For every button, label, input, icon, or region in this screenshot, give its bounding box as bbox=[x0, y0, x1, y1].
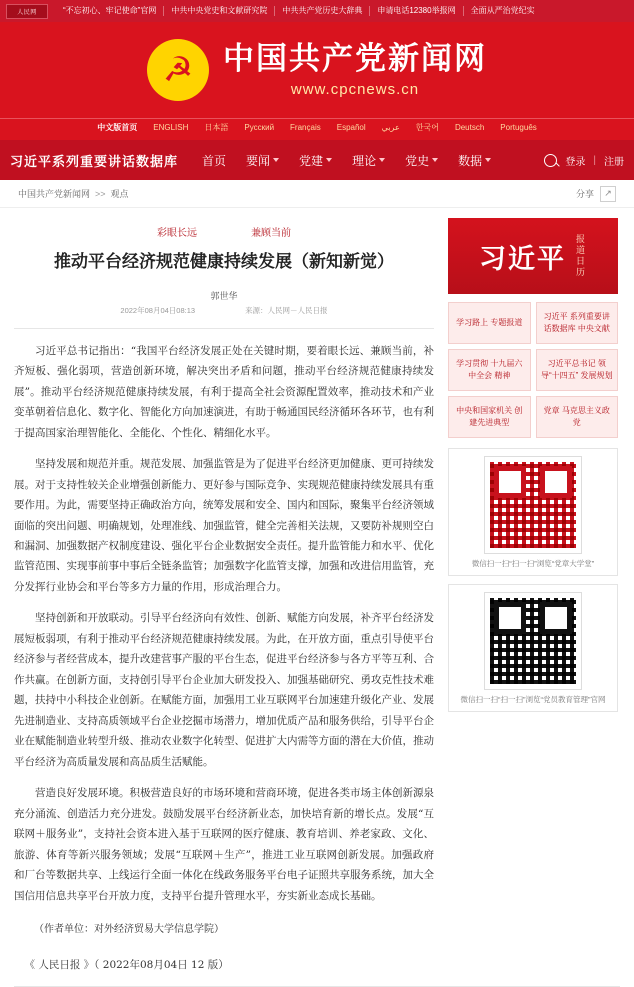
hammer-sickle-icon bbox=[147, 39, 209, 101]
nav-item-news-label: 要闻 bbox=[246, 153, 271, 168]
database-title[interactable]: 习近平系列重要讲话数据库 bbox=[10, 153, 179, 169]
channel-item-8[interactable]: Deutsch bbox=[454, 123, 485, 132]
nav-item-theory-label: 理论 bbox=[352, 153, 377, 168]
rail-cell-4[interactable]: 中央和国家机关 创建先进典型 bbox=[448, 396, 531, 438]
chevron-down-icon bbox=[273, 158, 279, 162]
rail-cell-3[interactable]: 习近平总书记 领导“十四五” 发展规划 bbox=[536, 349, 619, 391]
nav-separator: | bbox=[593, 154, 596, 166]
share-label: 分享 bbox=[575, 189, 594, 199]
article-date: 2022年08月04日08:13 bbox=[120, 305, 196, 315]
qr-caption-1: 微信扫一扫“扫一扫”浏览“党员教育管理”官网 bbox=[460, 695, 606, 704]
nav-item-party-history[interactable] bbox=[405, 152, 438, 169]
register-link[interactable]: 注册 bbox=[604, 156, 624, 168]
right-rail bbox=[448, 218, 618, 972]
breadcrumb bbox=[0, 180, 634, 208]
breadcrumb-item-1[interactable]: 观点 bbox=[110, 189, 129, 199]
top-link-0[interactable]: “不忘初心、牢记使命”官网 bbox=[56, 6, 164, 16]
banner-subtitle: 报道日历 bbox=[575, 234, 585, 278]
nav-item-party-building[interactable] bbox=[299, 152, 332, 169]
external-link-icon[interactable]: ↗ bbox=[600, 186, 616, 202]
channel-item-9[interactable]: Português bbox=[500, 123, 537, 132]
nav-item-home[interactable] bbox=[202, 152, 226, 169]
qr-code-icon bbox=[485, 457, 581, 553]
channel-item-2[interactable]: 日本語 bbox=[204, 123, 229, 132]
channel-item-3[interactable]: Русский bbox=[244, 123, 275, 132]
chevron-down-icon bbox=[326, 158, 332, 162]
chevron-down-icon bbox=[485, 158, 491, 162]
nav-item-party-history-label: 党史 bbox=[405, 153, 430, 168]
rail-cell-1[interactable]: 习近平 系列重要讲话数据库 中央文献 bbox=[536, 302, 619, 344]
search-icon[interactable] bbox=[544, 154, 557, 167]
article-source: 来源：人民网－人民日报 bbox=[245, 305, 328, 315]
rail-cell-2[interactable]: 学习贯彻 十九届六中全会 精神 bbox=[448, 349, 531, 391]
nav-item-data-label: 数据 bbox=[458, 153, 483, 168]
page-title: 推动平台经济规范健康持续发展（新知新觉） bbox=[54, 252, 394, 272]
qr-card-secondary bbox=[448, 584, 618, 712]
site-url: www.cpcnews.cn bbox=[290, 80, 420, 98]
language-channel-bar bbox=[0, 118, 634, 140]
qr-code-icon bbox=[485, 593, 581, 689]
nav-item-list bbox=[202, 152, 544, 169]
article-meta bbox=[14, 305, 434, 316]
channel-item-6[interactable]: عربي bbox=[381, 123, 400, 132]
article-paragraph: 习近平总书记指出：“我国平台经济发展正处在关键时期，要着眼长远、兼顾当前，补齐短板、强化弱项，营造创新环境，解决突出矛盾和问题，推动平台经济规范健康持续发展”。推动平台经济规范健康持续发展，有利于提高全社会资源配置效率，推动技术和产业变革朝着信息化、数字化、智能化方向加速演进，有助于畅通国民经济循环各环节，也有利于提高国家治理智能化、全能化、个性化、精细化水平。 bbox=[14, 344, 434, 439]
nav-item-party-building-label: 党建 bbox=[299, 153, 324, 168]
top-link-2[interactable]: 中共共产党历史大辞典 bbox=[275, 6, 370, 16]
nav-item-home-label: 首页 bbox=[202, 153, 227, 168]
top-links bbox=[56, 6, 628, 16]
site-title: 中国共产党新闻网 bbox=[223, 41, 487, 78]
top-link-4[interactable]: 全面从严治党纪实 bbox=[470, 6, 535, 15]
article-kicker bbox=[14, 224, 434, 239]
page-body bbox=[0, 208, 634, 972]
share-area bbox=[576, 186, 616, 202]
kicker-right: 兼顾当前 bbox=[251, 228, 291, 239]
article-author: 郭世华 bbox=[210, 290, 238, 301]
top-utility-bar bbox=[0, 0, 634, 22]
article-paragraph: 坚持创新和开放联动。引导平台经济向有效性、创新、赋能方向发展，补齐平台经济发展短板弱项，有利于推动平台经济规范健康持续发展。为此，在开放方面，重点引导使平台经济参与者经营成本，提升改建营事产服的平台生态，促进平台经济参与各方平等互利、合作共赢。在创新方面，支持创引导平台企业加大研发投入、加强基础研究、勇攻克性技术难题，扶持中小科技企业创新。在赋能方面，加强用工业互联网平台加速建升级化产业、发展先进制造业、支持高质领域平台企业挖掘市场潜力，增加优质产品和服务供给，引导平台企业在赋能制造业转型升级、推动农业数字化转型、促进扩大内需等方面的潜在大价值，推动平台经济为高质量发展和高品质生活赋能。 bbox=[14, 612, 434, 768]
nav-item-news[interactable] bbox=[246, 152, 279, 169]
top-link-1[interactable]: 中共中央党史和文献研究院 bbox=[164, 6, 275, 16]
breadcrumb-item-0[interactable]: 中国共产党新闻网 bbox=[18, 189, 91, 199]
channel-item-7[interactable]: 한국어 bbox=[415, 123, 439, 132]
rail-link-grid bbox=[448, 302, 618, 438]
rail-cell-5[interactable]: 党章 马克思主义政党 bbox=[536, 396, 619, 438]
chevron-down-icon bbox=[432, 158, 438, 162]
chevron-down-icon bbox=[379, 158, 385, 162]
article-column bbox=[14, 218, 434, 972]
channel-item-5[interactable]: Español bbox=[336, 123, 366, 132]
article-paragraph: 营造良好发展环境。积极营造良好的市场环境和营商环境，促进各类市场主体创新源泉充分涌流、创造活力充分进发。鼓励发展平台经济新业态，加快培育新的增长点。发展“互联网＋服务业”，支持社会资本进入基于互联网的医疗健康、教育培训、养老家政、文化、旅游、体育等新兴服务领域；发展“互联网＋生产”，推进工业互联网创新发展。加强政府和厂台等数据共享、上线运行全面一体化在线政务服务平台电子证照共享服务系统，加大全国信用信息共享平台开放力度，支持平台提升管理水平，夯实新业态成长基础。 bbox=[14, 787, 434, 902]
peoples-daily-logo[interactable]: 人民网 bbox=[6, 4, 48, 19]
banner-title: 习近平 bbox=[479, 243, 566, 275]
kicker-left: 彩眼长远 bbox=[157, 228, 197, 239]
site-masthead bbox=[0, 22, 634, 118]
login-link[interactable]: 登录 bbox=[565, 156, 586, 168]
rail-cell-0[interactable]: 学习路上 专题报道 bbox=[448, 302, 531, 344]
channel-item-4[interactable]: Français bbox=[290, 123, 321, 132]
nav-item-data[interactable] bbox=[458, 152, 491, 169]
article-paragraph: 坚持发展和规范并重。规范发展、加强监管是为了促进平台经济更加健康、更可持续发展。对于支持性较关企业增强创新能力、更好参与国际竞争、实现规范健康持续发展具有重要作用。为此，需要坚持正确政治方向，统筹发展和安全、国内和国际，聚集平台经济领域面临的突出问题、明确规划，处理准线、加强监管，健全完善相关法规，又要防补规则空白和漏洞、加强数据产权制度建设、强化平台企业数据安全责任。提升监管能力和水平、优化监管范围、实现事前事中事后全链条监管；加强数字化监管支撑，加强和改进信用监管，充分发挥行业协会和平台等多方力量的作用，形成治理合力。 bbox=[14, 458, 434, 593]
author-affiliation: （作者单位：对外经济贸易大学信息学院） bbox=[34, 923, 224, 935]
top-link-3[interactable]: 申请电话12380举报网 bbox=[370, 6, 463, 16]
publication-source: 《 人民日报 》（ 2022年08月04日 12 版） bbox=[24, 958, 229, 971]
article-divider bbox=[14, 328, 434, 329]
channel-item-0[interactable]: 中文版首页 bbox=[97, 123, 138, 132]
main-navigation bbox=[0, 140, 634, 180]
nav-account-area bbox=[544, 153, 624, 168]
xi-calendar-banner[interactable] bbox=[448, 218, 618, 294]
nav-item-theory[interactable] bbox=[352, 152, 385, 169]
masthead-text bbox=[223, 42, 487, 97]
channel-item-1[interactable]: ENGLISH bbox=[153, 123, 189, 132]
qr-caption-0: 微信扫一扫“扫一扫”浏览“党章大学堂” bbox=[471, 559, 595, 568]
hammer-sickle-glyph: ☭ bbox=[162, 50, 194, 90]
qr-card-primary bbox=[448, 448, 618, 576]
breadcrumb-separator: >> bbox=[95, 188, 106, 199]
